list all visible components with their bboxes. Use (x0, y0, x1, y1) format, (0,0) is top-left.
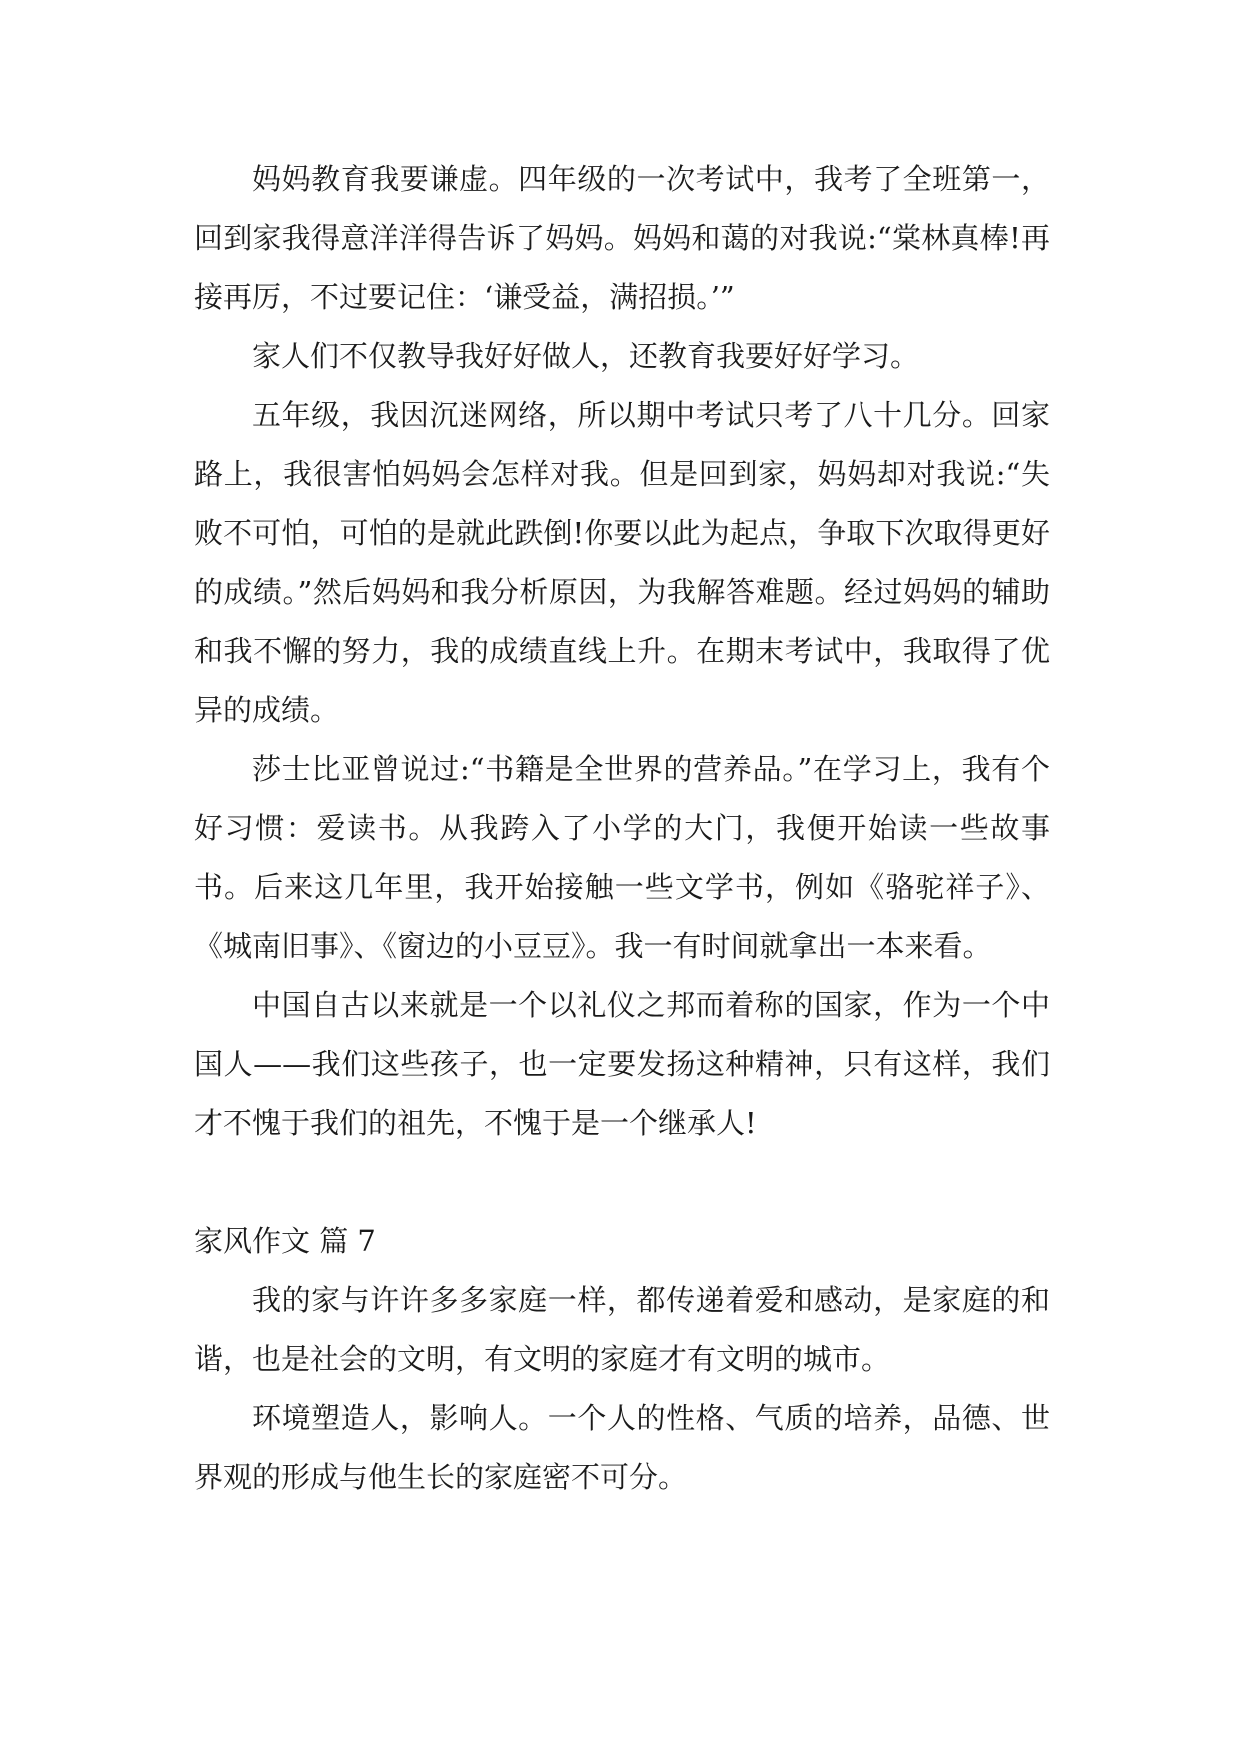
section-heading: 家风作文 篇 7 (194, 1224, 376, 1258)
paragraph-family-love: 我的家与许许多多家庭一样，都传递着爱和感动，是家庭的和谐，也是社会的文明，有文明的家庭才有文明的城市。 (194, 1283, 1050, 1376)
paragraph-humility: 妈妈教育我要谦虚。四年级的一次考试中，我考了全班第一，回到家我得意洋洋得告诉了妈妈。妈妈和蔼的对我说:“棠林真棒!再接再厉，不过要记住：‘谦受益，满招损。’” (194, 162, 1050, 314)
document-body (194, 150, 1050, 1507)
paragraph-family-teaching: 家人们不仅教导我好好做人，还教育我要好好学习。 (252, 339, 920, 373)
paragraph-fifth-grade: 五年级，我因沉迷网络，所以期中考试只考了八十几分。回家路上，我很害怕妈妈会怎样对我。但是回到家，妈妈却对我说:“失败不可怕，可怕的是就此跌倒!你要以此为起点，争取下次取得更好的成绩。”然后妈妈和我分析原因，为我解答难题。经过妈妈的辅助和我不懈的努力，我的成绩直线上升。在期末考试中，我取得了优异的成绩。 (194, 398, 1050, 727)
paragraph-etiquette: 中国自古以来就是一个以礼仪之邦而着称的国家，作为一个中国人——我们这些孩子，也一定要发扬这种精神，只有这样，我们才不愧于我们的祖先，不愧于是一个继承人! (194, 988, 1050, 1140)
paragraph-reading-habit: 莎士比亚曾说过:“书籍是全世界的营养品。”在学习上，我有个好习惯：爱读书。从我跨入了小学的大门，我便开始读一些故事书。后来这几年里，我开始接触一些文学书，例如《骆驼祥子》、《城南旧事》、《窗边的小豆豆》。我一有时间就拿出一本来看。 (194, 752, 1050, 963)
section-spacer (194, 1153, 1050, 1212)
paragraph-environment: 环境塑造人，影响人。一个人的性格、气质的培养，品德、世界观的形成与他生长的家庭密不可分。 (194, 1401, 1050, 1494)
